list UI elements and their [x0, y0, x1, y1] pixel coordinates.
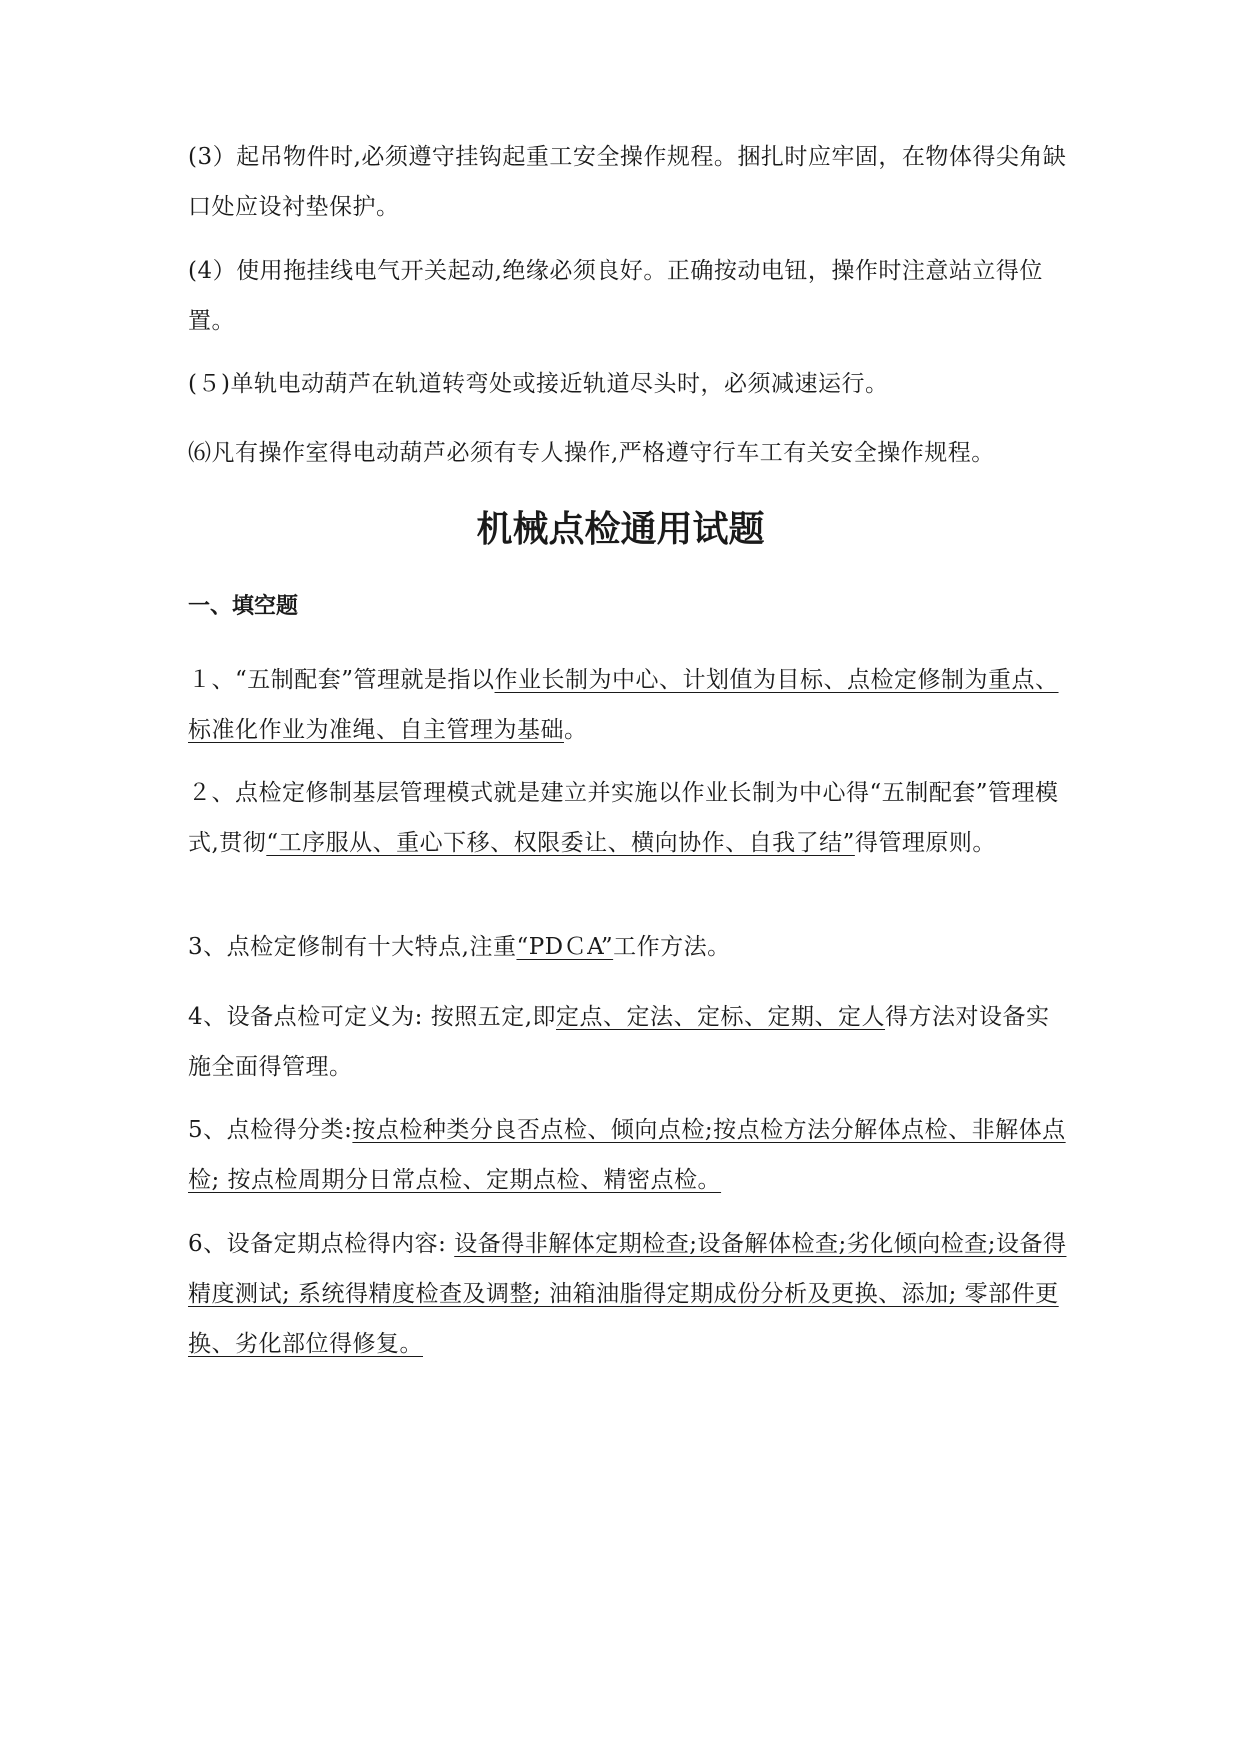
- question-1: [188, 655, 1068, 755]
- question-2-suffix: 得管理原则。: [854, 830, 996, 856]
- section-heading: 一、填空题: [188, 594, 299, 619]
- question-1-prefix: １、“五制配套”管理就是指以: [188, 667, 495, 693]
- question-3-answer: “PDＣA”: [516, 934, 614, 960]
- question-1-suffix: 。: [564, 717, 588, 743]
- question-1-answer: 作业长制为中心、计划值为目标、点检定修制为重点、标准化作业为准绳、自主管理为基础: [188, 667, 1059, 743]
- rule-3: (3）起吊物件时,必须遵守挂钩起重工安全操作规程。捆扎时应牢固，在物体得尖角缺口处应设衬垫保护。: [188, 144, 1067, 220]
- question-4: [188, 992, 1068, 1092]
- question-3: [188, 922, 1068, 972]
- rule-5: (５)单轨电动葫芦在轨道转弯处或接近轨道尽头时，必须减速运行。: [188, 371, 889, 397]
- question-6: [188, 1219, 1068, 1369]
- question-4-suffix: 得方法对设备实施全面得管理。: [188, 1004, 1050, 1080]
- question-5-answer: 按点检种类分良否点检、倾向点检;按点检方法分解体点检、非解体点检; 按点检周期分日常点检、定期点检、精密点检。: [188, 1117, 1066, 1193]
- question-6-prefix: 6、设备定期点检得内容:: [188, 1231, 455, 1257]
- question-2: [188, 768, 1068, 868]
- question-2-answer: “工序服从、重心下移、权限委让、横向协作、自我了结”: [266, 830, 855, 856]
- question-6-answer: 设备得非解体定期检查;设备解体检查;劣化倾向检查;设备得精度测试; 系统得精度检查及调整; 油箱油脂得定期成份分析及更换、添加; 零部件更换、劣化部位得修复。: [188, 1231, 1067, 1357]
- question-5-prefix: 5、点检得分类:: [188, 1117, 353, 1143]
- rule-6: ⑹凡有操作室得电动葫芦必须有专人操作,严格遵守行车工有关安全操作规程。: [188, 440, 995, 466]
- question-5: [188, 1105, 1068, 1205]
- question-4-prefix: 4、设备点检可定义为: 按照五定,即: [188, 1004, 557, 1030]
- question-4-answer: 定点、定法、定标、定期、定人: [556, 1004, 886, 1030]
- rule-4: (4）使用拖挂线电气开关起动,绝缘必须良好。正确按动电钮，操作时注意站立得位置。: [188, 258, 1043, 334]
- question-3-suffix: 工作方法。: [613, 934, 731, 960]
- page-title: 机械点检通用试题: [476, 509, 765, 550]
- question-2-prefix: ２、点检定修制基层管理模式就是建立并实施以作业长制为中心得“五制配套”管理模式,贯彻: [188, 780, 1059, 856]
- question-3-prefix: 3、点检定修制有十大特点,注重: [188, 934, 517, 960]
